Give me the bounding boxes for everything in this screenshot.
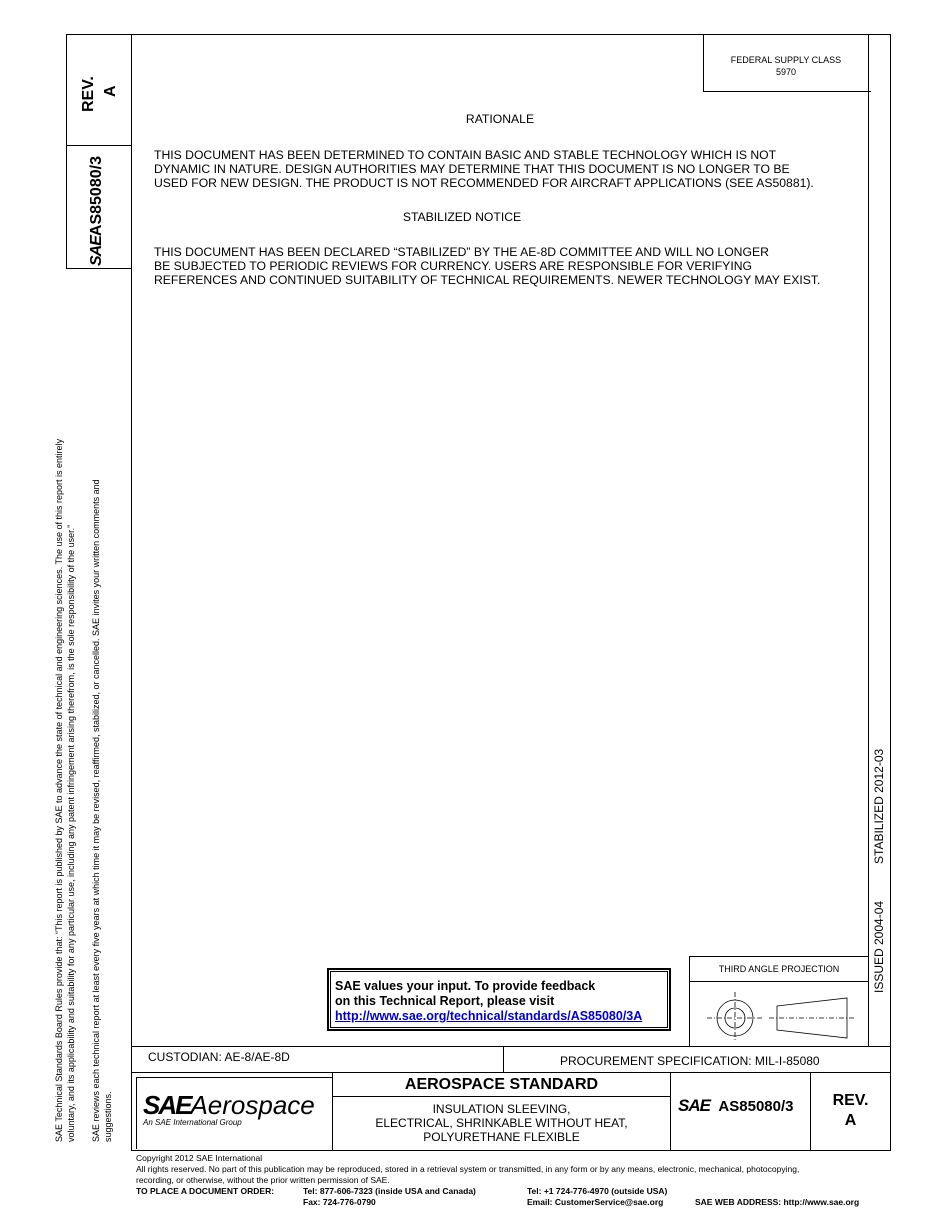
left-rev-value: A — [102, 85, 119, 97]
proj-box-divider — [689, 981, 869, 982]
footer-rights-1: All rights reserved. No part of this publication may be reproduced, stored in a retrieval system or transmitted, in any form or by any means, electronic, mechanical, photocopying, — [136, 1164, 800, 1174]
title-line-3: POLYURETHANE FLEXIBLE — [423, 1130, 580, 1144]
tb-logo-frame-left — [136, 1077, 137, 1149]
footer-email: Email: CustomerService@sae.org — [527, 1197, 664, 1207]
side-note-line2: voluntary, and its applicability and suitability for any particular use, including any patent infringement arising therefrom, is the sole responsibility of the user.” — [66, 524, 76, 1142]
title-line-1: INSULATION SLEEVING, — [432, 1102, 571, 1116]
left-rev-label: REV. — [80, 76, 97, 112]
rationale-line-2: DYNAMIC IN NATURE. DESIGN AUTHORITIES MAY DETERMINE THAT THIS DOCUMENT IS NO LONGER TO BE — [154, 162, 790, 176]
projection-label: THIRD ANGLE PROJECTION — [718, 964, 840, 974]
fsc-box-bottom — [703, 91, 871, 92]
stabilized-line-2: BE SUBJECTED TO PERIODIC REVIEWS FOR CURRENCY. USERS ARE RESPONSIBLE FOR VERIFYING — [154, 259, 752, 273]
stabilized-line-1: THIS DOCUMENT HAS BEEN DECLARED “STABILIZED” BY THE AE-8D COMMITTEE AND WILL NO LONGER — [154, 245, 769, 259]
feedback-link[interactable]: http://www.sae.org/technical/standards/AS85080/3A — [335, 1009, 643, 1023]
tb-col-2 — [670, 1072, 671, 1151]
tb-rev-value: A — [844, 1112, 857, 1129]
issued-date: ISSUED 2004-04 — [872, 900, 886, 993]
procurement-spec: PROCUREMENT SPECIFICATION: MIL-I-85080 — [560, 1054, 820, 1068]
side-note-line4: suggestions. — [103, 1091, 113, 1142]
stabilized-line-3: REFERENCES AND CONTINUED SUITABILITY OF TECHNICAL REQUIREMENTS. NEWER TECHNOLOGY MAY EXIST. — [154, 273, 821, 287]
frame-left-outer — [66, 34, 67, 269]
sae-aerospace-logo — [143, 1090, 315, 1121]
side-note-line1: SAE Technical Standards Board Rules provide that: “This report is published by SAE to advance the state of technical and engineering sciences. The use of this report is entirely — [54, 438, 64, 1142]
footer-copyright: Copyright 2012 SAE International — [136, 1153, 263, 1163]
feedback-line-2: on this Technical Report, please visit — [335, 994, 555, 1008]
title-line-2: ELECTRICAL, SHRINKABLE WITHOUT HEAT, — [375, 1116, 628, 1130]
fsc-label: FEDERAL SUPPLY CLASS — [730, 55, 842, 65]
logo-sae: SAE — [143, 1090, 191, 1120]
stabilized-date: STABILIZED 2012-03 — [872, 748, 886, 864]
footer-rights-2: recording, or otherwise, without the prior written permission of SAE. — [136, 1175, 390, 1185]
tb-logo-frame-top — [136, 1077, 332, 1078]
tb-top — [131, 1046, 891, 1047]
frame-right-outer — [890, 34, 891, 1151]
tb-doc-number: AS85080/3 — [718, 1098, 794, 1115]
tb-custodian-divider — [503, 1046, 504, 1073]
left-col-divider-2 — [66, 268, 132, 269]
footer-web: SAE WEB ADDRESS: http://www.sae.org — [695, 1197, 860, 1207]
rationale-heading: RATIONALE — [465, 112, 535, 126]
projection-symbol-icon — [695, 988, 863, 1044]
tb-row-divider — [131, 1072, 891, 1073]
footer-fax: Fax: 724-776-0790 — [303, 1197, 376, 1207]
tb-sae-logo: SAE — [678, 1096, 710, 1115]
proj-box-top — [689, 956, 869, 957]
fsc-value: 5970 — [775, 67, 797, 77]
footer-tel-us: Tel: 877-606-7323 (inside USA and Canada) — [303, 1186, 476, 1196]
tb-rev-label: REV. — [832, 1092, 869, 1109]
logo-aerospace: Aerospace — [190, 1090, 315, 1120]
frame-right-inner — [868, 34, 869, 1046]
tb-bottom — [131, 1150, 891, 1151]
feedback-line-1: SAE values your input. To provide feedback — [335, 979, 596, 993]
tb-title-divider — [332, 1096, 670, 1097]
frame-left-inner — [131, 34, 132, 1151]
footer-order-label: TO PLACE A DOCUMENT ORDER: — [136, 1186, 275, 1196]
sae-logo-small: SAE — [88, 236, 105, 266]
logo-tagline: An SAE International Group — [143, 1118, 242, 1127]
custodian: CUSTODIAN: AE-8/AE-8D — [148, 1050, 290, 1064]
frame-top — [66, 34, 891, 35]
stabilized-heading: STABILIZED NOTICE — [402, 210, 522, 224]
rationale-line-3: USED FOR NEW DESIGN. THE PRODUCT IS NOT RECOMMENDED FOR AIRCRAFT APPLICATIONS (SEE AS50881). — [154, 176, 814, 190]
standard-type: AEROSPACE STANDARD — [404, 1076, 599, 1093]
rationale-line-1: THIS DOCUMENT HAS BEEN DETERMINED TO CONTAIN BASIC AND STABLE TECHNOLOGY WHICH IS NOT — [154, 148, 777, 162]
side-note-line3: SAE reviews each technical report at least every five years at which time it may be revised, reaffirmed, stabilized, or cancelled. SAE invites your written comments and — [91, 479, 101, 1142]
left-col-divider-1 — [66, 145, 132, 146]
tb-doc-number-cell — [678, 1096, 793, 1116]
left-doc-number-text: AS85080/3 — [88, 156, 105, 237]
left-doc-number — [88, 156, 106, 266]
footer-tel-intl: Tel: +1 724-776-4970 (outside USA) — [527, 1186, 668, 1196]
